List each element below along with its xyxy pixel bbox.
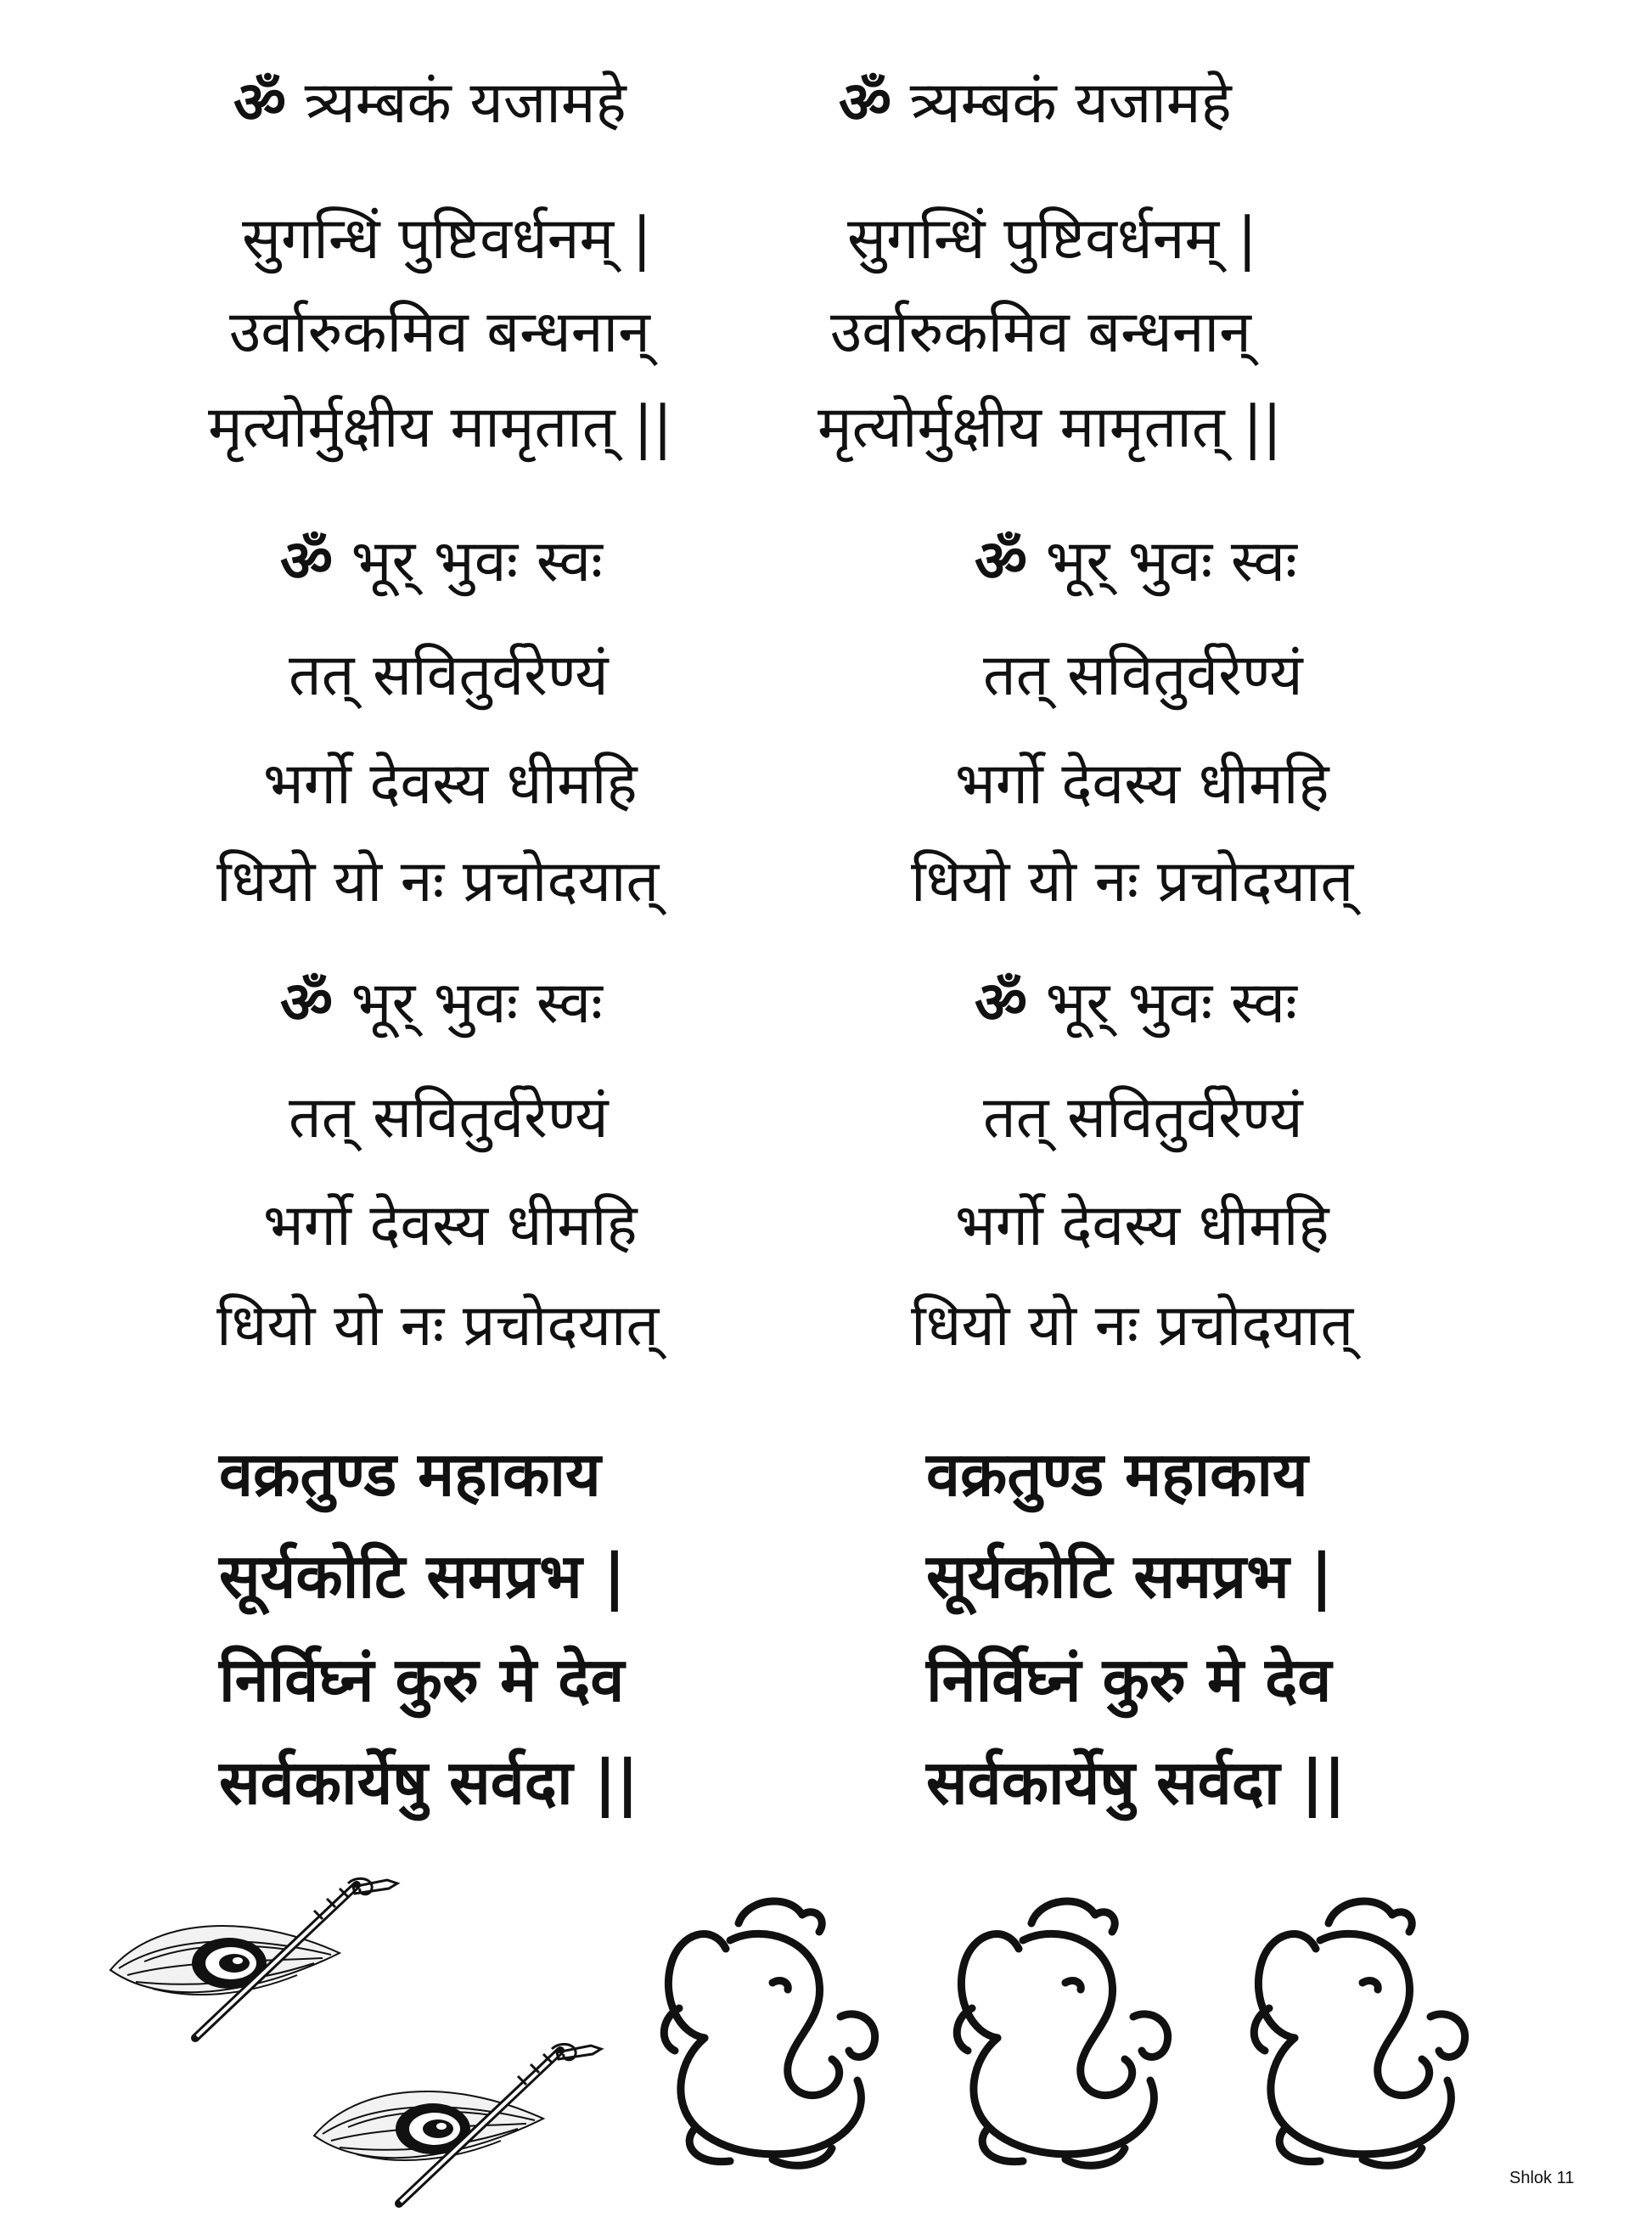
mantra-line: तत् सवितुर्वरेण्यं — [983, 1084, 1303, 1151]
mantra-line: सूर्यकोटि समप्रभ | — [219, 1540, 627, 1612]
mantra-line: सूर्यकोटि समप्रभ | — [926, 1540, 1334, 1612]
om-symbol: ॐ — [975, 528, 1028, 595]
mantra-line: तत् सवितुर्वरेण्यं — [289, 1084, 609, 1151]
mantra-line: धियो यो नः प्रचोदयात् — [216, 848, 660, 915]
mantra-line: निर्विघ्नं कुरु मे देव — [219, 1644, 625, 1715]
mantra-line: मृत्योर्मुक्षीय मामृतात् || — [818, 394, 1283, 461]
mantra-line: भर्गो देवस्य धीमहि — [955, 1192, 1329, 1259]
ganesha-icon — [938, 1889, 1193, 2178]
om-symbol: ॐ — [280, 970, 334, 1037]
mantra-line: सुगन्धिं पुष्टिवर्धनम् | — [847, 205, 1257, 273]
mantra-line: उर्वारुकमिव बन्धनान् — [229, 299, 650, 366]
mantra-text: भूर् भुवः स्वः — [351, 528, 603, 595]
mantra-line: धियो यो नः प्रचोदयात् — [911, 848, 1354, 915]
mantra-text: त्र्यम्बकं यजामहे — [304, 70, 627, 137]
mantra-line: सर्वकार्येषु सर्वदा || — [926, 1747, 1346, 1818]
mantra-line: तत् सवितुर्वरेण्यं — [983, 642, 1303, 709]
mantra-line-om — [280, 970, 603, 1037]
mantra-line-om — [280, 528, 603, 595]
mantra-line: उर्वारुकमिव बन्धनान् — [830, 299, 1251, 366]
om-symbol: ॐ — [280, 528, 334, 595]
mantra-text: भूर् भुवः स्वः — [351, 970, 603, 1037]
mantra-line: भर्गो देवस्य धीमहि — [263, 1192, 638, 1259]
peacock-feather-flute-icon — [306, 2034, 611, 2229]
shlok-column-right — [818, 0, 1652, 2204]
mantra-text: भूर् भुवः स्वः — [1045, 528, 1297, 595]
mantra-line: सर्वकार्येषु सर्वदा || — [219, 1747, 639, 1818]
mantra-line: वक्रतुण्ड महाकाय — [926, 1438, 1308, 1510]
page-caption: Shlok 11 — [1509, 2169, 1575, 2187]
mantra-line-om — [975, 970, 1297, 1037]
mantra-line: वक्रतुण्ड महाकाय — [219, 1438, 601, 1510]
mantra-line: भर्गो देवस्य धीमहि — [263, 751, 638, 818]
mantra-line-om — [233, 70, 627, 137]
om-symbol: ॐ — [839, 70, 892, 137]
mantra-line: भर्गो देवस्य धीमहि — [955, 751, 1329, 818]
ganesha-icon — [645, 1889, 900, 2178]
mantra-line: धियो यो नः प्रचोदयात् — [216, 1292, 660, 1359]
mantra-line-om — [975, 528, 1297, 595]
mantra-line: धियो यो नः प्रचोदयात् — [911, 1292, 1354, 1359]
mantra-line: मृत्योर्मुक्षीय मामृतात् || — [208, 394, 673, 461]
mantra-text: त्र्यम्बकं यजामहे — [909, 70, 1232, 137]
om-symbol: ॐ — [975, 970, 1028, 1037]
mantra-line-om — [839, 70, 1232, 137]
mantra-line: सुगन्धिं पुष्टिवर्धनम् | — [242, 205, 652, 273]
om-symbol: ॐ — [233, 70, 287, 137]
ganesha-icon — [1235, 1889, 1490, 2178]
mantra-line: निर्विघ्नं कुरु मे देव — [926, 1644, 1332, 1715]
mantra-line: तत् सवितुर्वरेण्यं — [289, 642, 609, 709]
mantra-text: भूर् भुवः स्वः — [1045, 970, 1297, 1037]
